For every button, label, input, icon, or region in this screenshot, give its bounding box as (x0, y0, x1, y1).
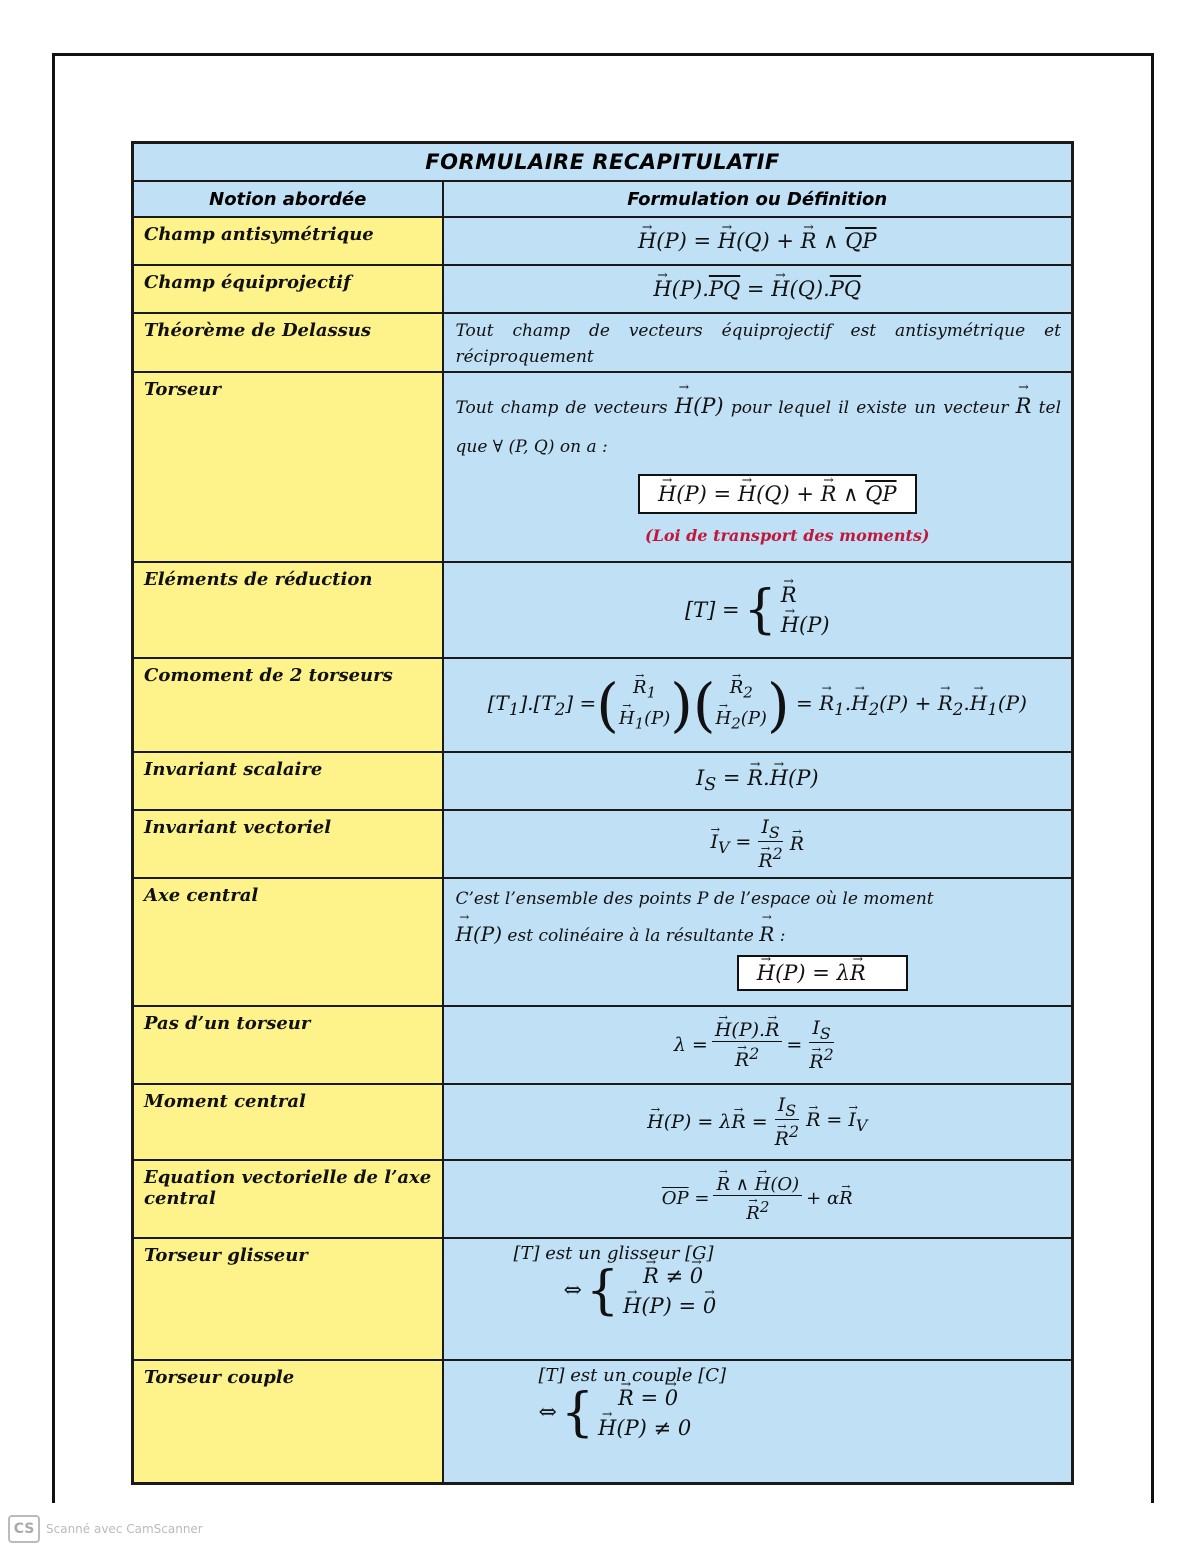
page-frame-top (52, 53, 1154, 56)
torseur-text-3: tel que ∀ (P, Q) on a : (455, 397, 1062, 457)
table-row (133, 1160, 1073, 1238)
table-row (133, 1238, 1073, 1360)
glisseur-text: [T] est un glisseur [G] (513, 1242, 714, 1264)
table-row (133, 1084, 1073, 1160)
couple-text: [T] est un couple [C] (538, 1364, 727, 1386)
table-row (133, 810, 1073, 878)
table-row (133, 313, 1073, 372)
notion-axe-central: Axe central (133, 878, 443, 1006)
torseur-text-1: Tout champ de vecteurs (455, 397, 668, 418)
page-frame-right (1151, 53, 1154, 1503)
notion-elements-reduction: Eléments de réduction (133, 562, 443, 658)
axe-text-2: est colinéaire à la résultante (507, 925, 754, 946)
notion-moment-central: Moment central (133, 1084, 443, 1160)
formula-table (131, 141, 1074, 1485)
formula-comoment: $[T_1].[T_2]$ = ( → $R_1$ → $H_1(P)$ ) ( → $R_2$ → $H_2(P)$ ) = → $R_1.\to H_2(P)$ + → $R_2.\to H_1(P)$ (443, 658, 1073, 752)
table-row (133, 562, 1073, 658)
torseur-boxed-formula: → H(P) = → H(Q) + → R ∧ $\overline{QP}$ (638, 474, 917, 514)
table-row (133, 1360, 1073, 1484)
notion-pas-torseur: Pas d’un torseur (133, 1006, 443, 1084)
delassus-text: Tout champ de vecteurs équiprojectif est antisymétrique et réciproquement (455, 321, 1061, 368)
notion-torseur-couple: Torseur couple (133, 1360, 443, 1484)
formula-champ-equiprojectif: → $H(P).\overline{PQ}$ = → $H(Q).\overline{PQ}$ (443, 265, 1073, 313)
notion-invariant-scalaire: Invariant scalaire (133, 752, 443, 810)
notion-equation-axe-central: Equation vectorielle de l’axe central (133, 1160, 443, 1238)
table-row (133, 752, 1073, 810)
formula-torseur-couple: [T] est un couple [C] ⇔ { → R = → 0 → H(P) ≠ 0 (443, 1360, 1073, 1484)
camscanner-logo-icon: CS (8, 1515, 40, 1543)
table-row (133, 878, 1073, 1006)
table-row (133, 1006, 1073, 1084)
formula-torseur: Tout champ de vecteurs → H(P) pour lequel il existe un vecteur → R tel que ∀ (P, Q) on a : → H(P) = → H(Q) + → R ∧ $\overline{QP}$ (Loi de transport des moments) (443, 372, 1073, 562)
formula-invariant-vectoriel: → $I_V$ = $I_S$ → $R^2$ → R (443, 810, 1073, 878)
table-row (133, 372, 1073, 562)
notion-theoreme-delassus: Théorème de Delassus (133, 313, 443, 372)
formula-pas-torseur: λ = → H(P).→ R → $R^2$ = $I_S$ → $R^2$ (443, 1006, 1073, 1084)
torseur-note: (Loi de transport des moments) (645, 526, 930, 546)
formula-moment-central: → H(P) = λ→ R = $I_S$ → $R^2$ → R = → $I_V$ (443, 1084, 1073, 1160)
formula-equation-axe-central: $\overline{OP}$ = → R ∧ → H(O) → $R^2$ + α→ R (443, 1160, 1073, 1238)
notion-torseur: Torseur (133, 372, 443, 562)
notion-invariant-vectoriel: Invariant vectoriel (133, 810, 443, 878)
formula-elements-reduction: [T] = { → R → H(P) (443, 562, 1073, 658)
notion-torseur-glisseur: Torseur glisseur (133, 1238, 443, 1360)
axe-boxed-formula: → H(P) = λ→ R (737, 955, 908, 991)
notion-champ-antisymetrique: Champ antisymétrique (133, 217, 443, 265)
header-notion: Notion abordée (133, 181, 443, 217)
header-formule: Formulation ou Définition (443, 181, 1073, 217)
table-row (133, 217, 1073, 265)
formula-invariant-scalaire: $I_S$ = → R.→ H(P) (443, 752, 1073, 810)
torseur-text-2: pour lequel il existe un vecteur (730, 397, 1009, 418)
table-row (133, 658, 1073, 752)
notion-comoment: Comoment de 2 torseurs (133, 658, 443, 752)
formula-champ-antisymetrique: → H(P) = → H(Q) + → R ∧ $\overline{QP}$ (443, 217, 1073, 265)
notion-champ-equiprojectif: Champ équiprojectif (133, 265, 443, 313)
scanner-footer (8, 1515, 203, 1543)
table-title: FORMULAIRE RECAPITULATIF (133, 143, 1073, 182)
formula-torseur-glisseur: [T] est un glisseur [G] ⇔ { → R ≠ → 0 → H(P) = → 0 (443, 1238, 1073, 1360)
formula-axe-central: C’est l’ensemble des points P de l’espace où le moment → H(P) est colinéaire à la résultante → R : → H(P) = λ→ R (443, 878, 1073, 1006)
page-frame-left (52, 53, 55, 1503)
formula-theoreme-delassus (443, 313, 1073, 372)
scanner-watermark-text: Scanné avec CamScanner (46, 1522, 203, 1536)
table-row (133, 265, 1073, 313)
axe-text-1: C’est l’ensemble des points P de l’espace où le moment (455, 888, 934, 909)
